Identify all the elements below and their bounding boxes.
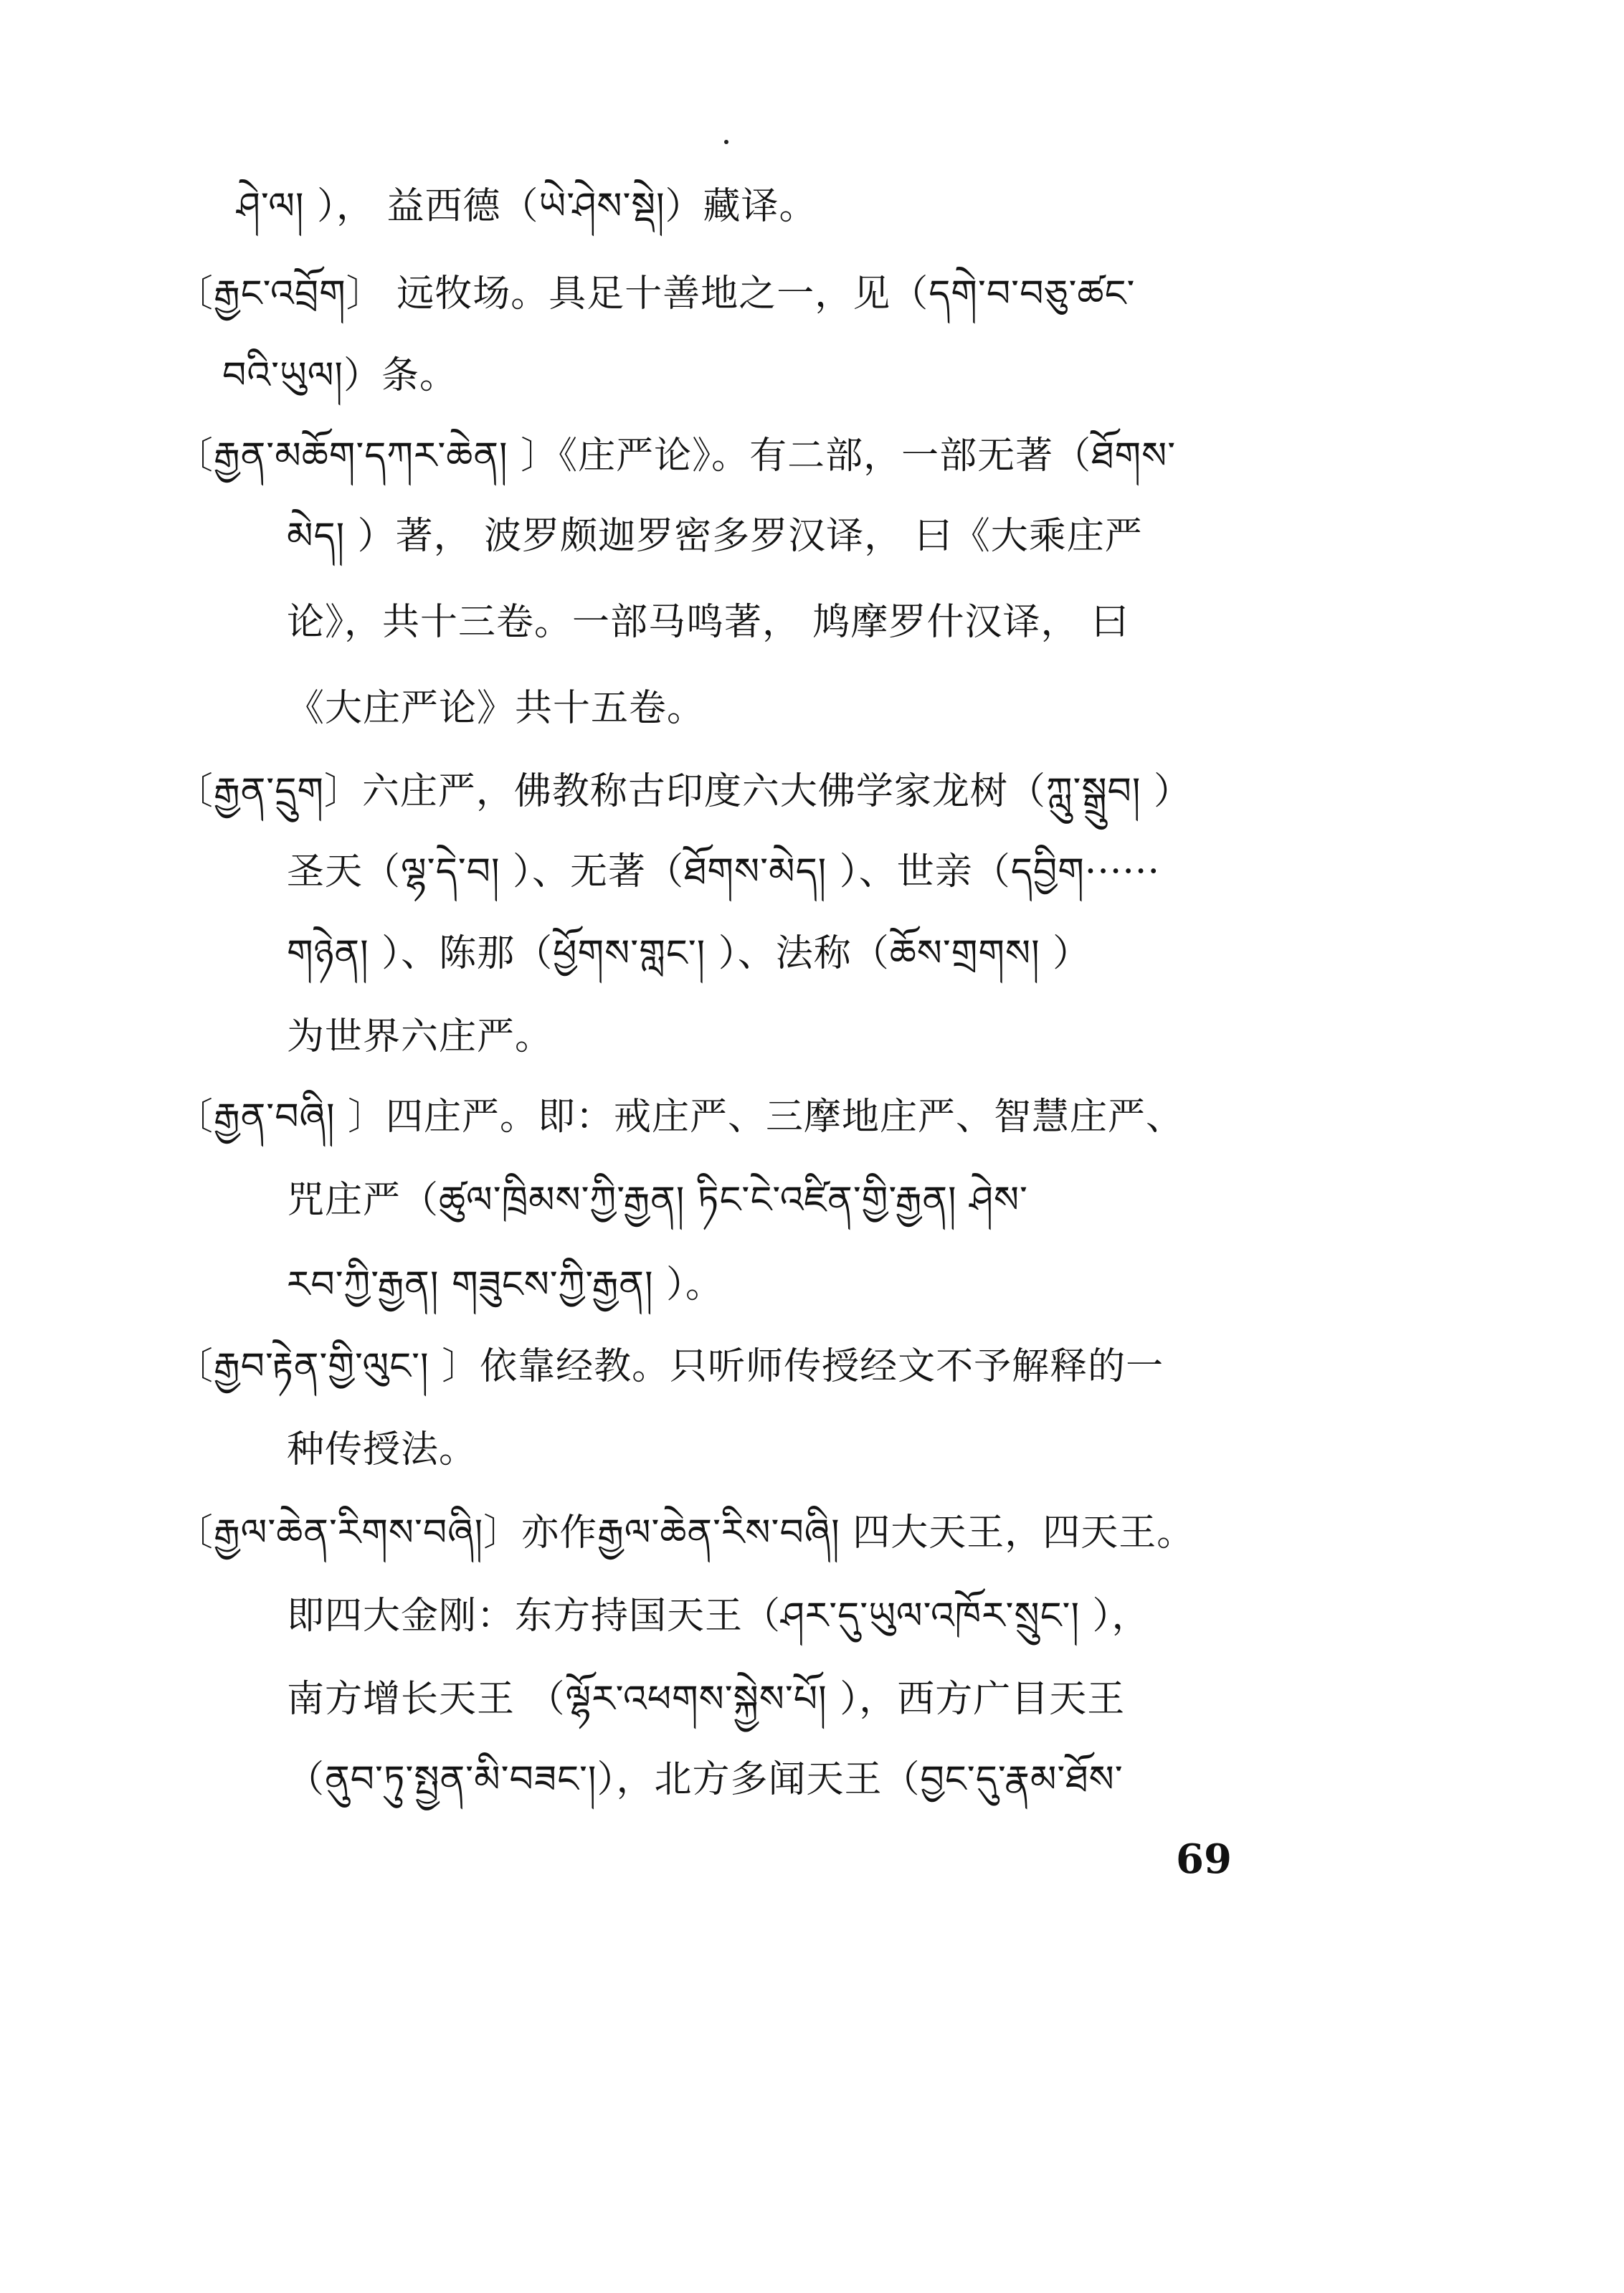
- text-line: མེད། ）著， 波罗颇迦罗密多罗汉译， 曰《大乘庄严: [287, 515, 1143, 558]
- text-line: བའི་ཡུལ།）条。: [222, 354, 457, 397]
- text-line: （ནུབ་ཏུ་སྤྱན་མི་བཟང་།），北方多闻天王（བྱང་དུ་རྣམ་ཐོས་: [287, 1758, 1124, 1801]
- ink-dot: [724, 140, 728, 144]
- text-line: རབ་ཀྱི་རྒྱན། གཟུངས་ཀྱི་རྒྱན། ）。: [287, 1263, 724, 1306]
- text-line: 南方增长天王 （ལྷོར་འཕགས་སྐྱེས་པོ། ），西方广目天王: [287, 1678, 1126, 1721]
- text-line: 为世界六庄严。: [287, 1015, 554, 1058]
- text-line: 〔རྒྱན་དྲུག〕六庄严，佛教称古印度六大佛学家龙树（ཀླུ་སྒྲུབ། ）: [176, 770, 1192, 813]
- text-line: 〔རྒྱབ་རྟེན་གྱི་ལུང་། 〕依靠经教。只听师传授经文不予解释的一: [176, 1345, 1164, 1388]
- text-line: 《大庄严论》共十五卷。: [287, 687, 706, 730]
- text-line: ཤེ་ལ། ）， 益西德（ཡེ་ཤེས་སྡེ།）藏译。: [237, 185, 817, 228]
- text-line: 〔རྒྱང་འབྲོག〕 远牧场。具足十善地之一，见（དགེ་བ་བཅུ་ཚང་: [176, 272, 1136, 315]
- text-line: 〔རྒྱན་བཞི། 〕四庄严。即：戒庄严、三摩地庄严、智慧庄严、: [176, 1096, 1184, 1139]
- text-line: 〔རྒྱལ་ཆེན་རིགས་བཞི།〕亦作རྒྱལ་ཆེན་རིས་བཞི། 四大天王，四天王。: [176, 1511, 1195, 1554]
- text-line: 种传授法。: [287, 1428, 478, 1471]
- text-line: 论》，共十三卷。一部马鸣著， 鸠摩罗什汉译， 曰: [287, 601, 1130, 644]
- text-line: 圣天（ལྷ་དེ་བ། ）、无著（ཐོགས་མེད། ）、世亲（དབྱིག······: [287, 850, 1160, 893]
- text-line: 即四大金刚：东方持国天王（ཤར་དུ་ཡུལ་འཁོར་སྲུང་། ），: [287, 1595, 1150, 1638]
- text-line: གཉེན། ）、陈那（ཕྱོགས་གླང་། ）、法称（ཆོས་གྲགས། ）: [287, 932, 1091, 975]
- page-number: 69: [1176, 1836, 1232, 1883]
- text-line: 〔རྒྱན་མཆོག་དཀར་ཆེན། 〕《庄严论》。有二部，一部无著（ཐོགས་: [176, 435, 1177, 478]
- text-line: 咒庄严（ཚུལ་ཁྲིམས་ཀྱི་རྒྱན། ཏིང་ངེ་འཛིན་གྱི་རྒྱན། ཤེས་: [287, 1179, 1028, 1222]
